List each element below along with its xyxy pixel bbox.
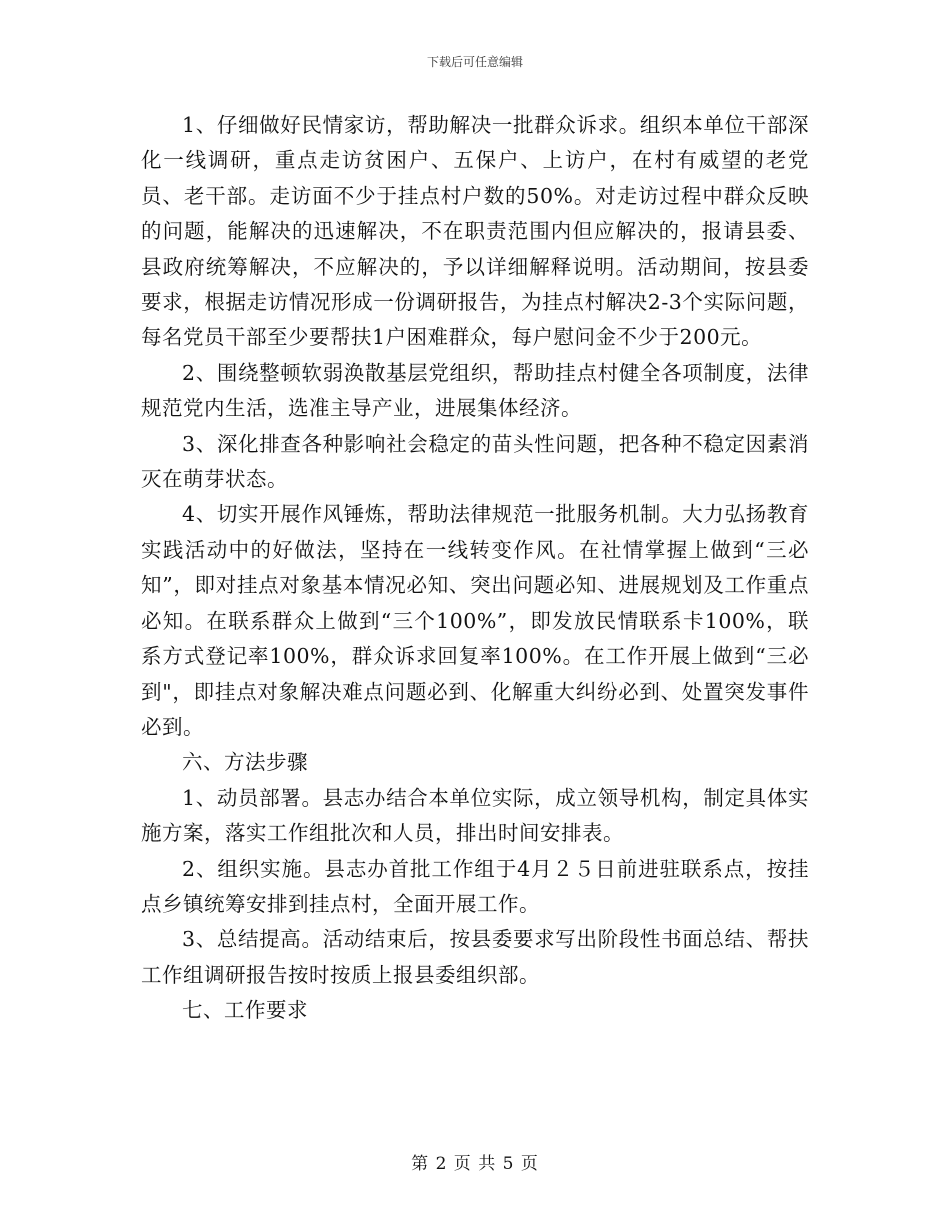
- paragraph-item-2-party-org: 2、围绕整顿软弱涣散基层党组织，帮助挂点村健全各项制度，法律规范党内生活，选准主导产业，进展集体经济。: [141, 360, 809, 421]
- page-number: 第 2 页 共 5 页: [411, 1154, 539, 1174]
- section-heading-methods: 六、方法步骤: [182, 750, 308, 775]
- section-heading-requirements: 七、工作要求: [182, 998, 308, 1023]
- paragraph-item-3-stability: 3、深化排查各种影响社会稳定的苗头性问题，把各种不稳定因素消灭在萌芽状态。: [141, 431, 809, 492]
- paragraph-step-3-summarize: 3、总结提高。活动结束后，按县委要求写出阶段性书面总结、帮扶工作组调研报告按时按质上报县委组织部。: [141, 927, 809, 987]
- document-body: [141, 108, 809, 1029]
- paragraph-item-4-work-style: 4、切实开展作风锤炼，帮助法律规范一批服务机制。大力弘扬教育实践活动中的好做法，坚持在一线转变作风。在社情掌握上做到“三必知”，即对挂点对象基本情况必知、突出问题必知、进展规划及工作重点必知。在联系群众上做到“三个100%”，即发放民情联系卡100%，联系方式登记率100%，群众诉求回复率100%。在工作开展上做到“三必到"，即挂点对象解决难点问题必到、化解重大纠纷必到、处置突发事件必到。: [141, 502, 809, 739]
- page-header: 下载后可任意编辑: [426, 55, 523, 69]
- paragraph-step-1-mobilize: 1、动员部署。县志办结合本单位实际，成立领导机构，制定具体实施方案，落实工作组批次和人员，排出时间安排表。: [141, 785, 809, 846]
- paragraph-item-1-visits: 1、仔细做好民情家访，帮助解决一批群众诉求。组织本单位干部深化一线调研，重点走访贫困户、五保户、上访户，在村有威望的老党员、老干部。走访面不少于挂点村户数的50%。对走访过程中群众反映的问题，能解决的迅速解决，不在职责范围内但应解决的，报请县委、县政府统筹解决，不应解决的，予以详细解释说明。活动期间，按县委要求，根据走访情况形成一份调研报告，为挂点村解决2-3个实际问题，每名党员干部至少要帮扶1户困难群众，每户慰问金不少于200元。: [141, 113, 809, 350]
- paragraph-step-2-implement: 2、组织实施。县志办首批工作组于4月２５日前进驻联系点，按挂点乡镇统筹安排到挂点村，全面开展工作。: [141, 856, 809, 916]
